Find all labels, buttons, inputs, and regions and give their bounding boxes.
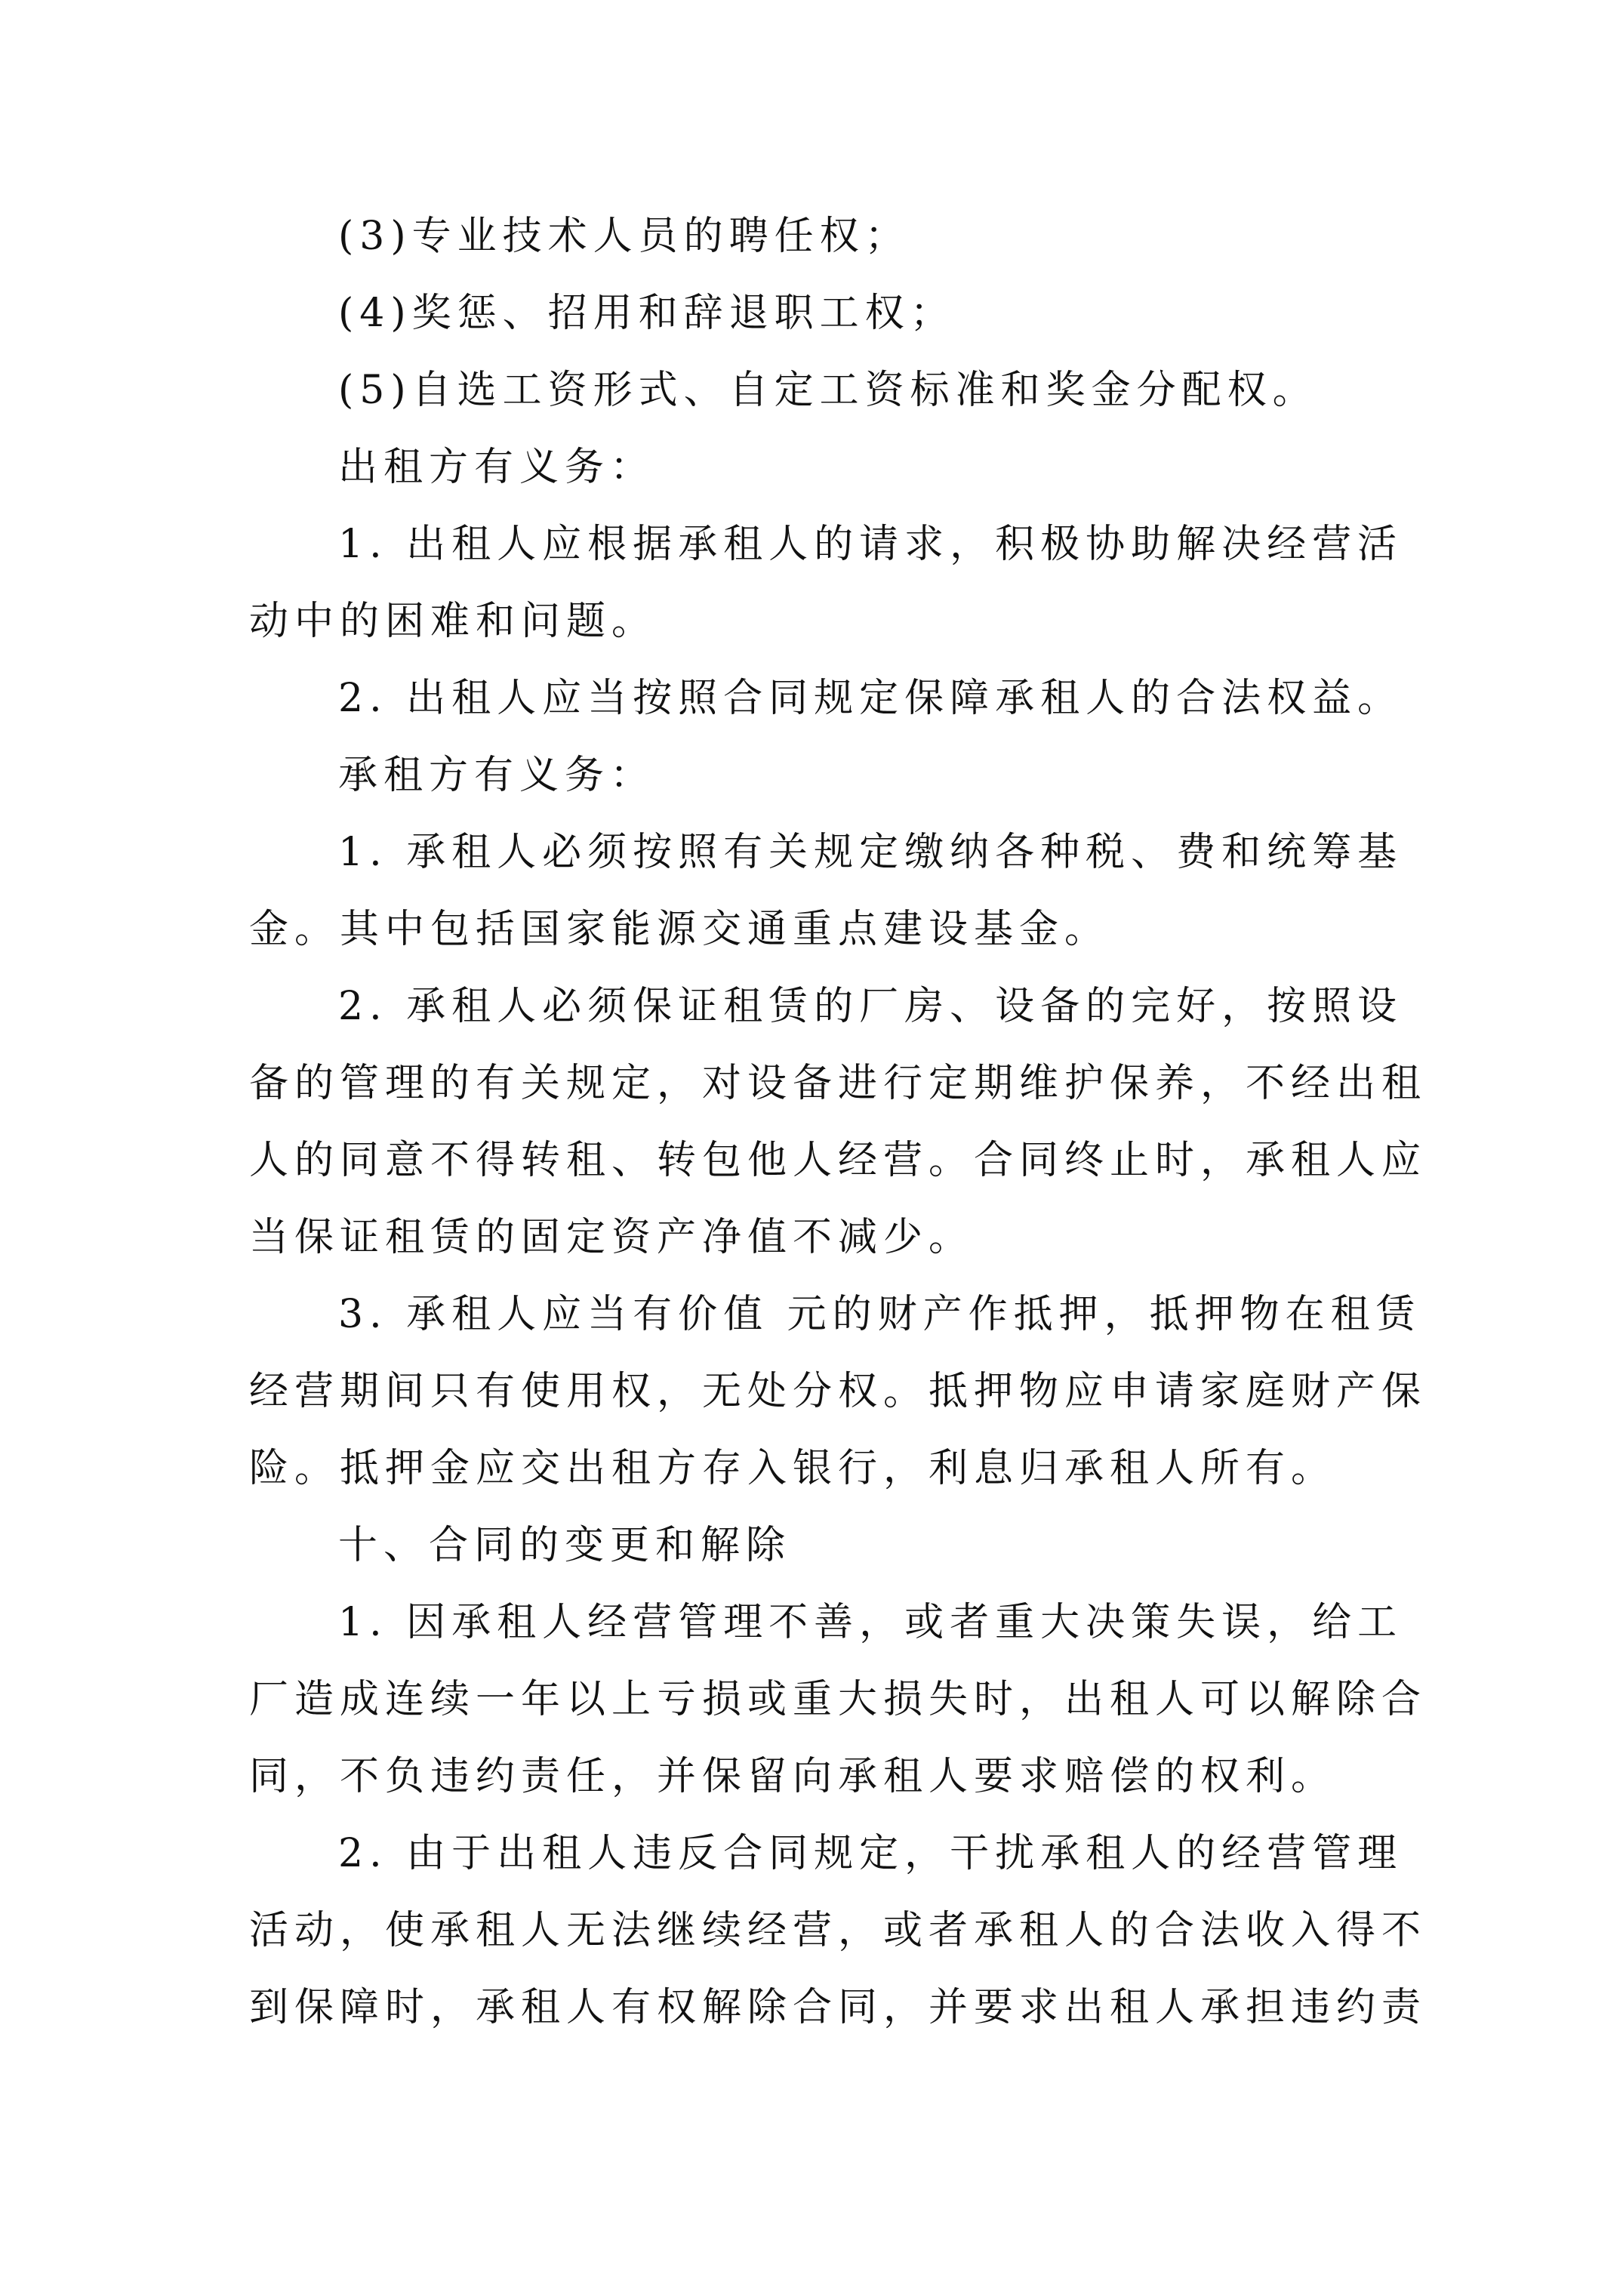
section-heading: 承租方有义务：	[338, 753, 656, 798]
text-line: 备的管理的有关规定，对设备进行定期维护保养，不经出租	[249, 1061, 1427, 1106]
text-line: 2. 出租人应当按照合同规定保障承租人的合法权益。	[338, 676, 1403, 721]
text-line: 1. 因承租人经营管理不善，或者重大决策失误，给工	[338, 1600, 1403, 1645]
text-line: 人的同意不得转租、转包他人经营。合同终止时，承租人应	[249, 1138, 1427, 1183]
text-line: (4)奖惩、招用和辞退职工权；	[338, 291, 956, 336]
text-line: 1. 出租人应根据承租人的请求，积极协助解决经营活	[338, 522, 1403, 567]
text-line: (5)自选工资形式、自定工资标准和奖金分配权。	[338, 368, 1318, 413]
section-heading: 十、合同的变更和解除	[338, 1523, 792, 1568]
text-line: 2. 承租人必须保证租赁的厂房、设备的完好，按照设	[338, 984, 1403, 1029]
document-body	[249, 198, 1427, 2046]
text-line: 3. 承租人应当有价值 元的财产作抵押，抵押物在租赁	[338, 1292, 1421, 1337]
text-line: 当保证租赁的固定资产净值不减少。	[249, 1215, 975, 1260]
text-line: (3)专业技术人员的聘任权；	[338, 214, 910, 259]
text-line: 活动，使承租人无法继续经营，或者承租人的合法收入得不	[249, 1908, 1427, 1953]
text-line: 金。其中包括国家能源交通重点建设基金。	[249, 907, 1110, 952]
text-line: 到保障时，承租人有权解除合同，并要求出租人承担违约责	[249, 1985, 1427, 2030]
text-line: 险。抵押金应交出租方存入银行，利息归承租人所有。	[249, 1446, 1337, 1491]
section-heading: 出租方有义务：	[338, 445, 656, 490]
text-line: 2. 由于出租人违反合同规定，干扰承租人的经营管理	[338, 1831, 1403, 1876]
text-line: 1. 承租人必须按照有关规定缴纳各种税、费和统筹基	[338, 830, 1403, 875]
text-line: 厂造成连续一年以上亏损或重大损失时，出租人可以解除合	[249, 1677, 1427, 1722]
text-line: 经营期间只有使用权，无处分权。抵押物应申请家庭财产保	[249, 1369, 1427, 1414]
text-line: 同，不负违约责任，并保留向承租人要求赔偿的权利。	[249, 1754, 1337, 1799]
text-line: 动中的困难和问题。	[249, 599, 658, 644]
